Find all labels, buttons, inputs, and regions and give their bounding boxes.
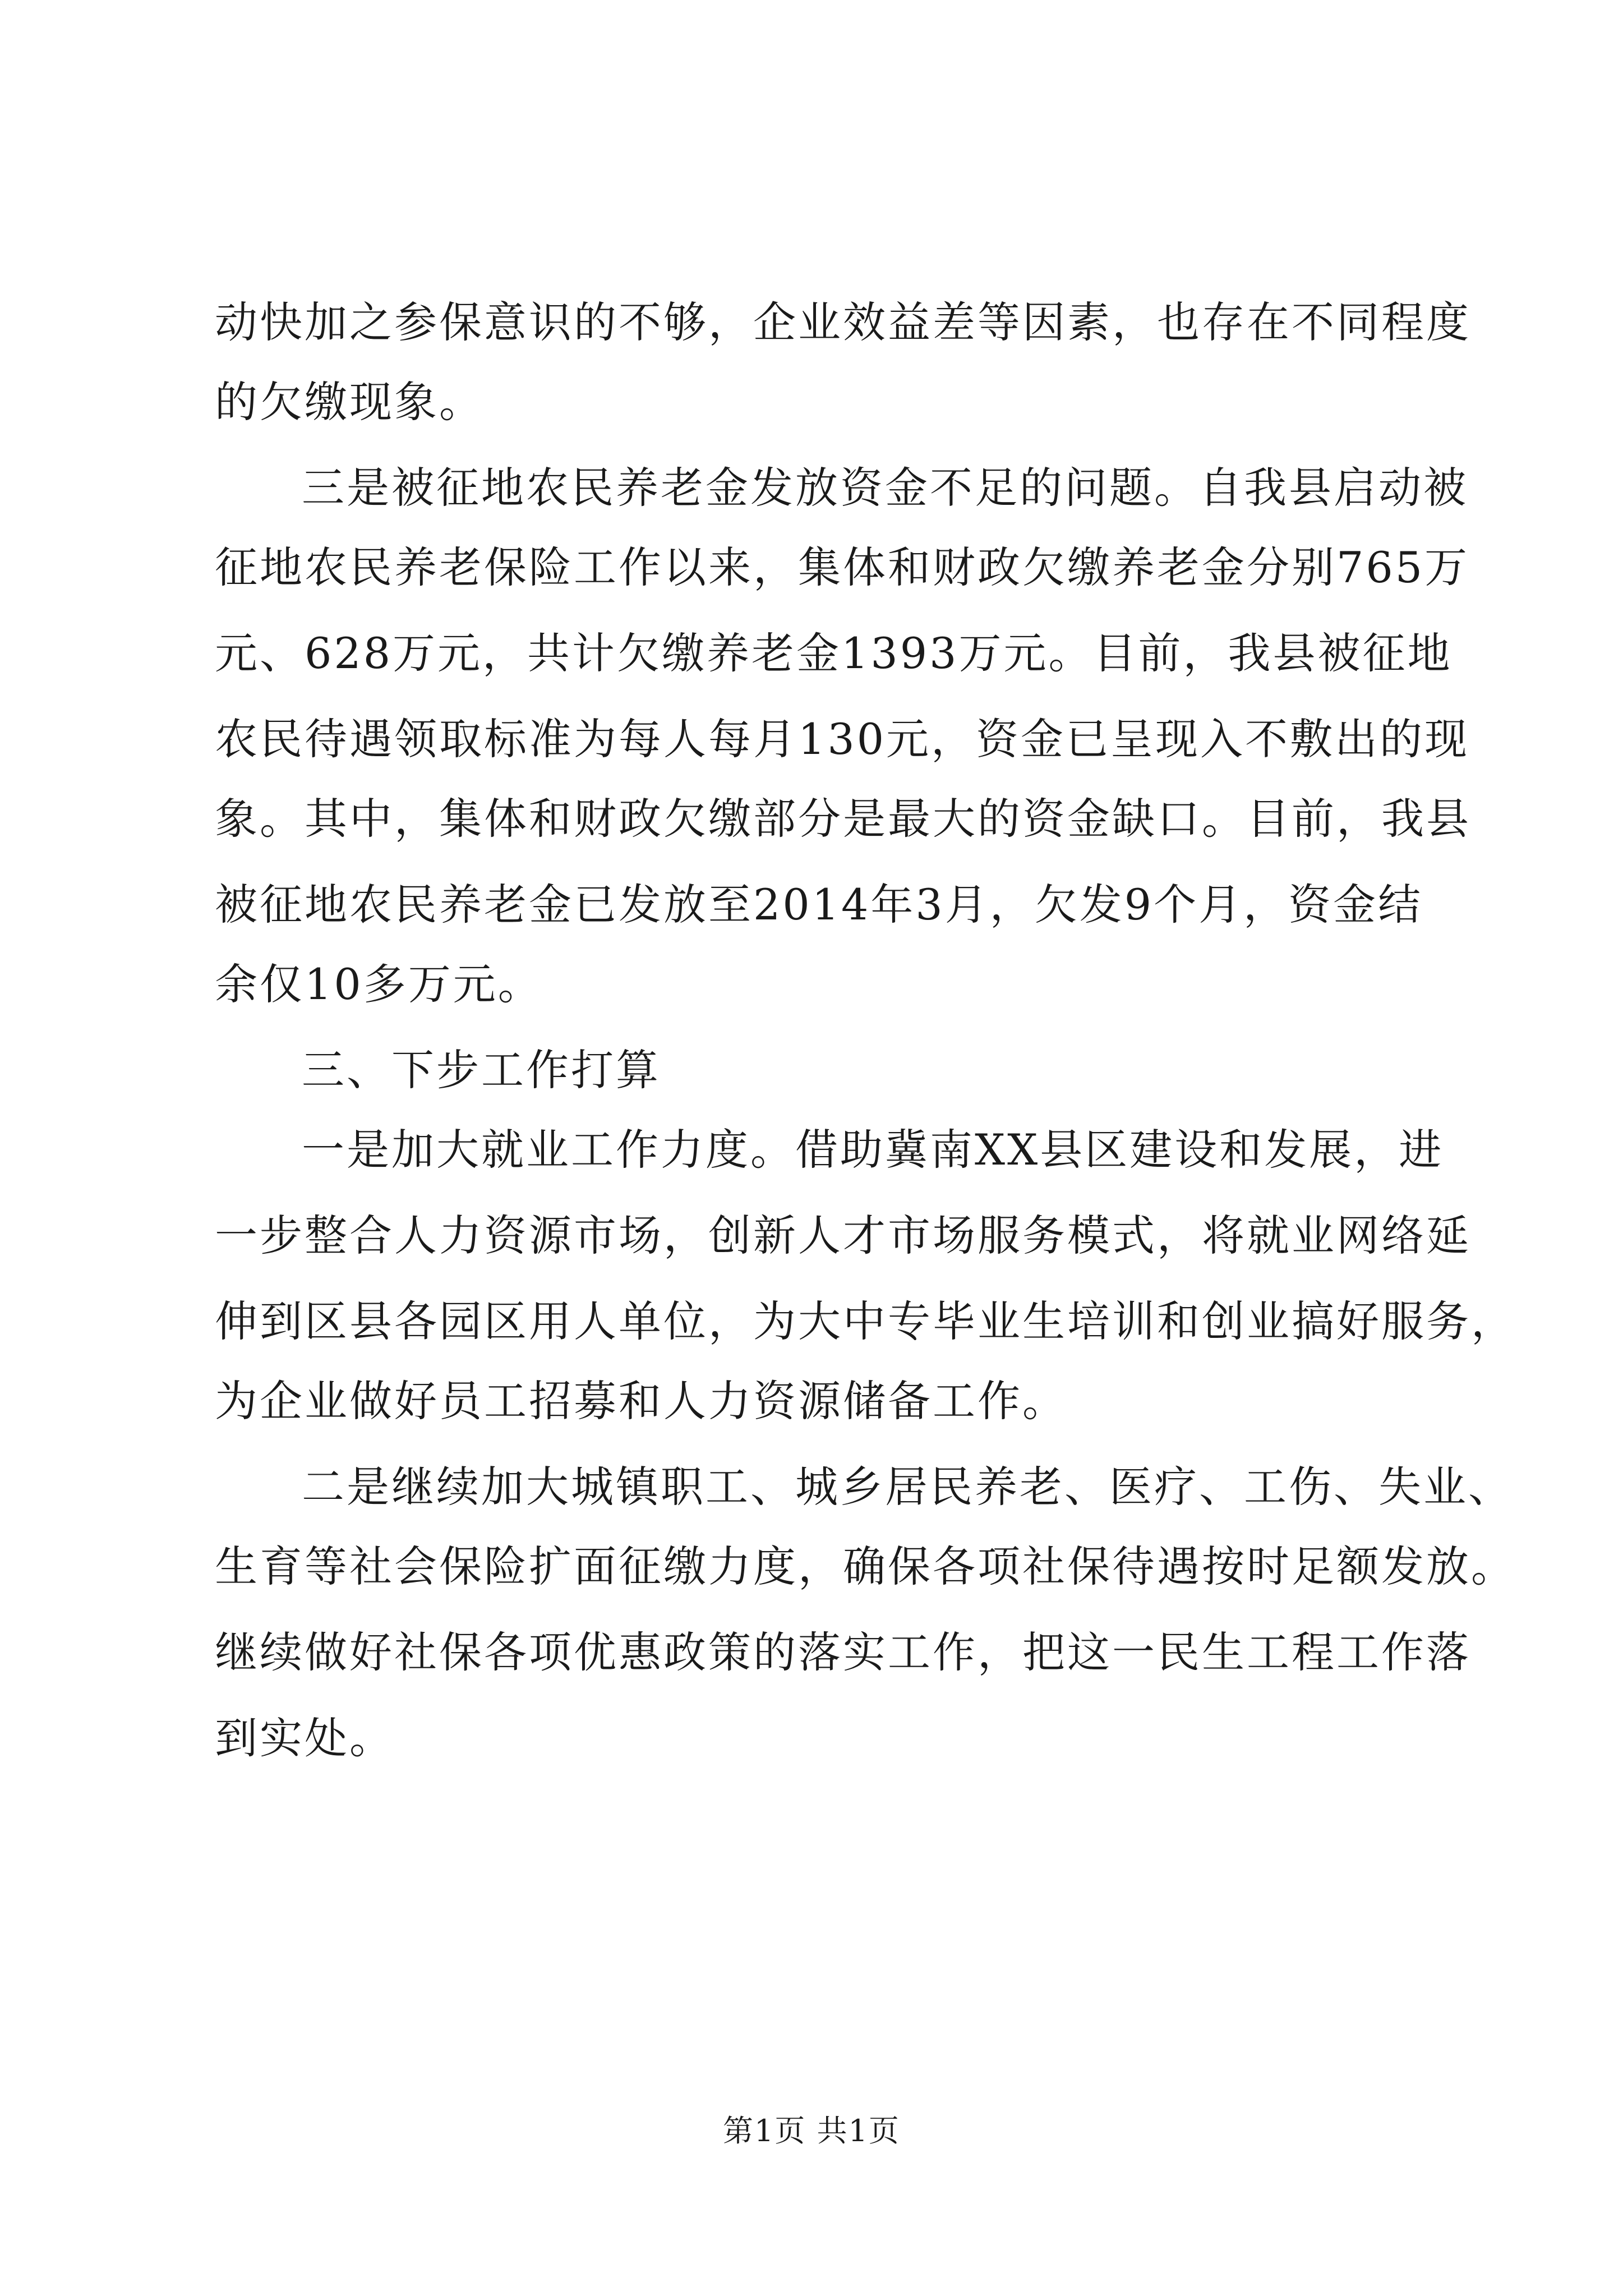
- text-line: 一步整合人力资源市场，创新人才市场服务模式，将就业网络延: [215, 1211, 1471, 1260]
- text-line: 动快加之参保意识的不够，企业效益差等因素，也存在不同程度: [215, 297, 1471, 347]
- text-line: 继续做好社保各项优惠政策的落实工作，把这一民生工程工作落: [215, 1627, 1471, 1677]
- text-line: 伸到区县各园区用人单位，为大中专毕业生培训和创业搞好服务，: [215, 1296, 1516, 1346]
- section-heading: 三、下步工作打算: [302, 1045, 661, 1095]
- page-number-footer: 第1页 共1页: [723, 2113, 900, 2148]
- text-line: 元、628万元，共计欠缴养老金1393万元。目前，我县被征地: [215, 628, 1453, 678]
- paragraph-first-line: 二是继续加大城镇职工、城乡居民养老、医疗、工伤、失业、: [302, 1462, 1513, 1512]
- text-line: 为企业做好员工招募和人力资源储备工作。: [215, 1376, 1067, 1426]
- text-line: 象。其中，集体和财政欠缴部分是最大的资金缺口。目前，我县: [215, 794, 1471, 844]
- text-line: 农民待遇领取标准为每人每月130元，资金已呈现入不敷出的现: [215, 714, 1470, 764]
- text-line: 生育等社会保险扩面征缴力度，确保各项社保待遇按时足额发放。: [215, 1542, 1516, 1591]
- paragraph-first-line: 一是加大就业工作力度。借助冀南XX县区建设和发展，进: [302, 1125, 1444, 1175]
- text-line: 的欠缴现象。: [215, 377, 484, 427]
- text-line: 到实处。: [215, 1713, 394, 1763]
- text-line: 被征地农民养老金已发放至2014年3月，欠发9个月，资金结: [215, 880, 1423, 930]
- paragraph-first-line: 三是被征地农民养老金发放资金不足的问题。自我县启动被: [302, 463, 1468, 513]
- text-line: 征地农民养老保险工作以来，集体和财政欠缴养老金分别765万: [215, 542, 1470, 592]
- text-line: 余仅10多万元。: [215, 959, 543, 1009]
